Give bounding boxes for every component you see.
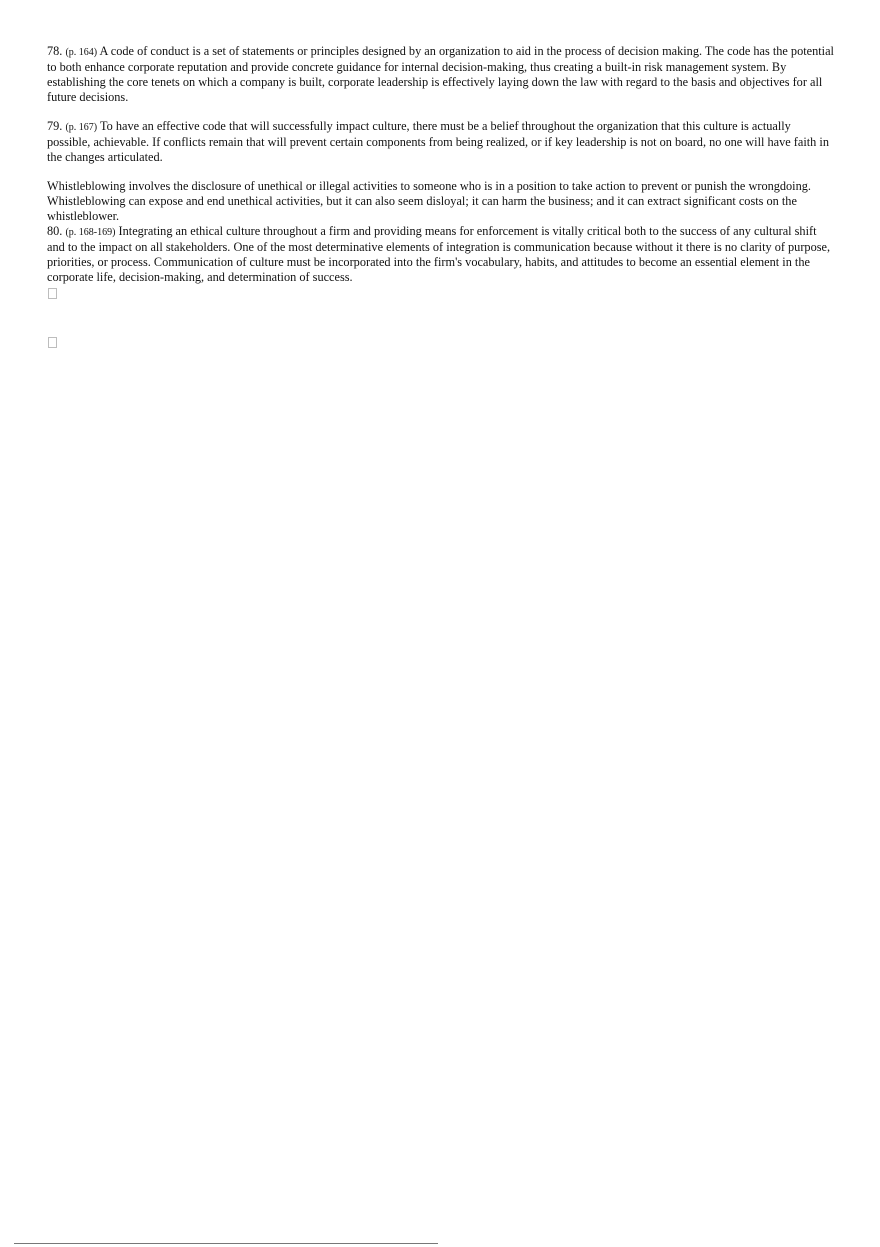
document-page xyxy=(47,44,837,348)
paragraph-gap xyxy=(47,105,837,119)
item-80 xyxy=(47,224,837,285)
paragraph-gap xyxy=(47,165,837,179)
item-78 xyxy=(47,44,837,105)
item-79 xyxy=(47,119,837,165)
missing-glyph-box xyxy=(48,337,57,348)
item-number: 80. xyxy=(47,224,63,238)
page-reference: (p. 164) xyxy=(65,47,98,58)
item-text: A code of conduct is a set of statements or principles designed by an organization to aid in the process of decision making. The code has the potential to both enhance corporate reputation and provide concrete guidance for internal decision-making, thus creating a built-in risk management system. By establishing the core tenets on which a company is built, corporate leadership is effectively laying down the law with regard to the basis and objectives for all future decisions. xyxy=(47,44,834,104)
item-number: 79. xyxy=(47,119,63,133)
missing-glyph-box xyxy=(48,288,57,299)
whistleblowing-paragraph xyxy=(47,179,837,224)
footnote-rule xyxy=(14,1243,438,1244)
item-text: To have an effective code that will successfully impact culture, there must be a belief throughout the organization that this culture is actually possible, achievable. If conflicts remain that will prevent certain components from being realized, or if key leadership is not on board, no one will have faith in the changes articulated. xyxy=(47,119,829,164)
item-number: 78. xyxy=(47,44,63,58)
item-text: Integrating an ethical culture throughout a firm and providing means for enforcement is vitally critical both to the success of any cultural shift and to the impact on all stakeholders. One of the most determinative elements of integration is communication because without it there is no clarity of purpose, priorities, or process. Communication of culture must be incorporated into the firm's vocabulary, habits, and attitudes to become an essential element in the corporate life, decision-making, and determination of success. xyxy=(47,224,831,284)
page-reference: (p. 168-169) xyxy=(65,227,116,238)
page-reference: (p. 167) xyxy=(65,122,98,133)
paragraph-text: Whistleblowing involves the disclosure of unethical or illegal activities to someone who is in a position to take action to prevent or punish the wrongdoing. Whistleblowing can expose and end unethical activities, but it can also seem disloyal; it can harm the business; and it can extract significant costs on the whistleblower. xyxy=(47,179,811,223)
